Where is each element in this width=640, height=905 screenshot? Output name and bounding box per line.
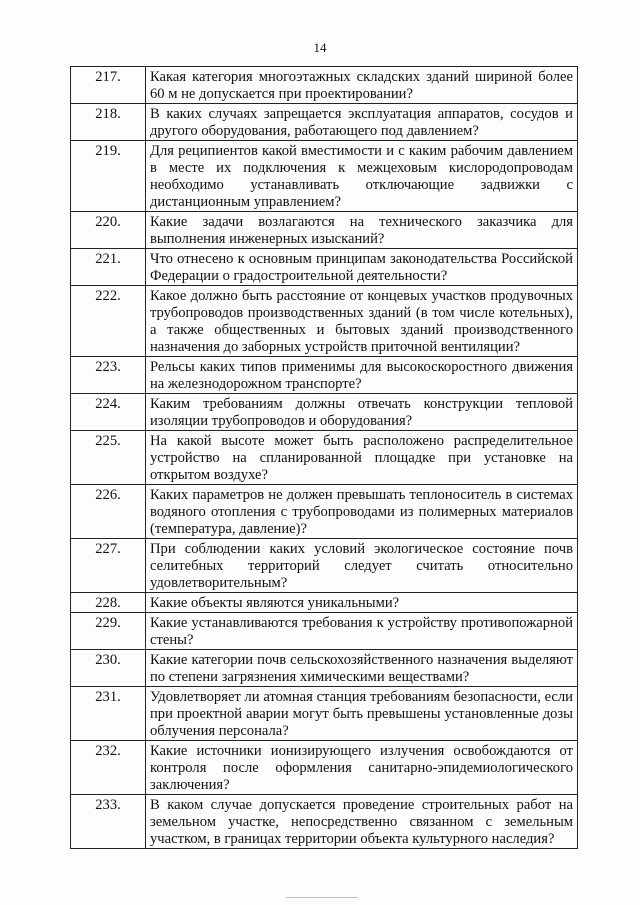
row-number: 230. [71,650,146,687]
question-text: На какой высоте может быть расположено распределительное устройство на спланированной площадке при установке на открытом воздухе? [146,431,578,485]
scan-artifact-line [286,897,358,898]
question-text: Что отнесено к основным принципам законодательства Российской Федерации о градостроительной деятельности? [146,249,578,286]
question-text: Рельсы каких типов применимы для высокоскоростного движения на железнодорожном транспорте? [146,357,578,394]
question-text: В каком случае допускается проведение строительных работ на земельном участке, непосредственно связанном с земельным участком, в границах территории объекта культурного наследия? [146,795,578,849]
row-number: 227. [71,539,146,593]
table-row [71,741,578,795]
question-text: Какие объекты являются уникальными? [146,593,578,613]
table-row [71,357,578,394]
row-number: 232. [71,741,146,795]
table-row [71,431,578,485]
question-text: Какие источники ионизирующего излучения освобождаются от контроля после оформления санитарно-эпидемиологического заключения? [146,741,578,795]
row-number: 225. [71,431,146,485]
row-number: 229. [71,613,146,650]
table-row [71,212,578,249]
table-row [71,67,578,104]
row-number: 218. [71,104,146,141]
table-row [71,394,578,431]
question-text: Какие устанавливаются требования к устройству противопожарной стены? [146,613,578,650]
row-number: 231. [71,687,146,741]
row-number: 224. [71,394,146,431]
row-number: 220. [71,212,146,249]
questions-table [70,66,578,849]
question-text: Удовлетворяет ли атомная станция требованиям безопасности, если при проектной аварии могут быть превышены установленные дозы облучения персонала? [146,687,578,741]
question-text: Каким требованиям должны отвечать конструкции тепловой изоляции трубопроводов и оборудования? [146,394,578,431]
question-text: Каких параметров не должен превышать теплоноситель в системах водяного отопления с трубопроводами из полимерных материалов (температура, давление)? [146,485,578,539]
table-row [71,613,578,650]
row-number: 233. [71,795,146,849]
table-row [71,687,578,741]
row-number: 222. [71,286,146,357]
table-row [71,795,578,849]
row-number: 226. [71,485,146,539]
row-number: 228. [71,593,146,613]
question-text: В каких случаях запрещается эксплуатация аппаратов, сосудов и другого оборудования, работающего под давлением? [146,104,578,141]
table-row [71,286,578,357]
question-text: Какая категория многоэтажных складских зданий шириной более 60 м не допускается при проектировании? [146,67,578,104]
table-row [71,650,578,687]
question-text: При соблюдении каких условий экологическое состояние почв селитебных территорий следует считать относительно удовлетворительным? [146,539,578,593]
row-number: 221. [71,249,146,286]
question-text: Какие задачи возлагаются на технического заказчика для выполнения инженерных изысканий? [146,212,578,249]
row-number: 217. [71,67,146,104]
page-number: 14 [313,40,327,55]
table-row [71,539,578,593]
table-row [71,485,578,539]
question-text: Какое должно быть расстояние от концевых участков продувочных трубопроводов производственных зданий (в том числе котельных), а также общественных и бытовых зданий производственного назначения до заборных устройств приточной вентиляции? [146,286,578,357]
table-row [71,104,578,141]
table-row [71,141,578,212]
question-text: Какие категории почв сельскохозяйственного назначения выделяют по степени загрязнения химическими веществами? [146,650,578,687]
table-row [71,593,578,613]
row-number: 219. [71,141,146,212]
question-text: Для реципиентов какой вместимости и с каким рабочим давлением в месте их подключения к межцеховым кислородопроводам необходимо устанавливать отключающие задвижки с дистанционным управлением? [146,141,578,212]
row-number: 223. [71,357,146,394]
table-row [71,249,578,286]
